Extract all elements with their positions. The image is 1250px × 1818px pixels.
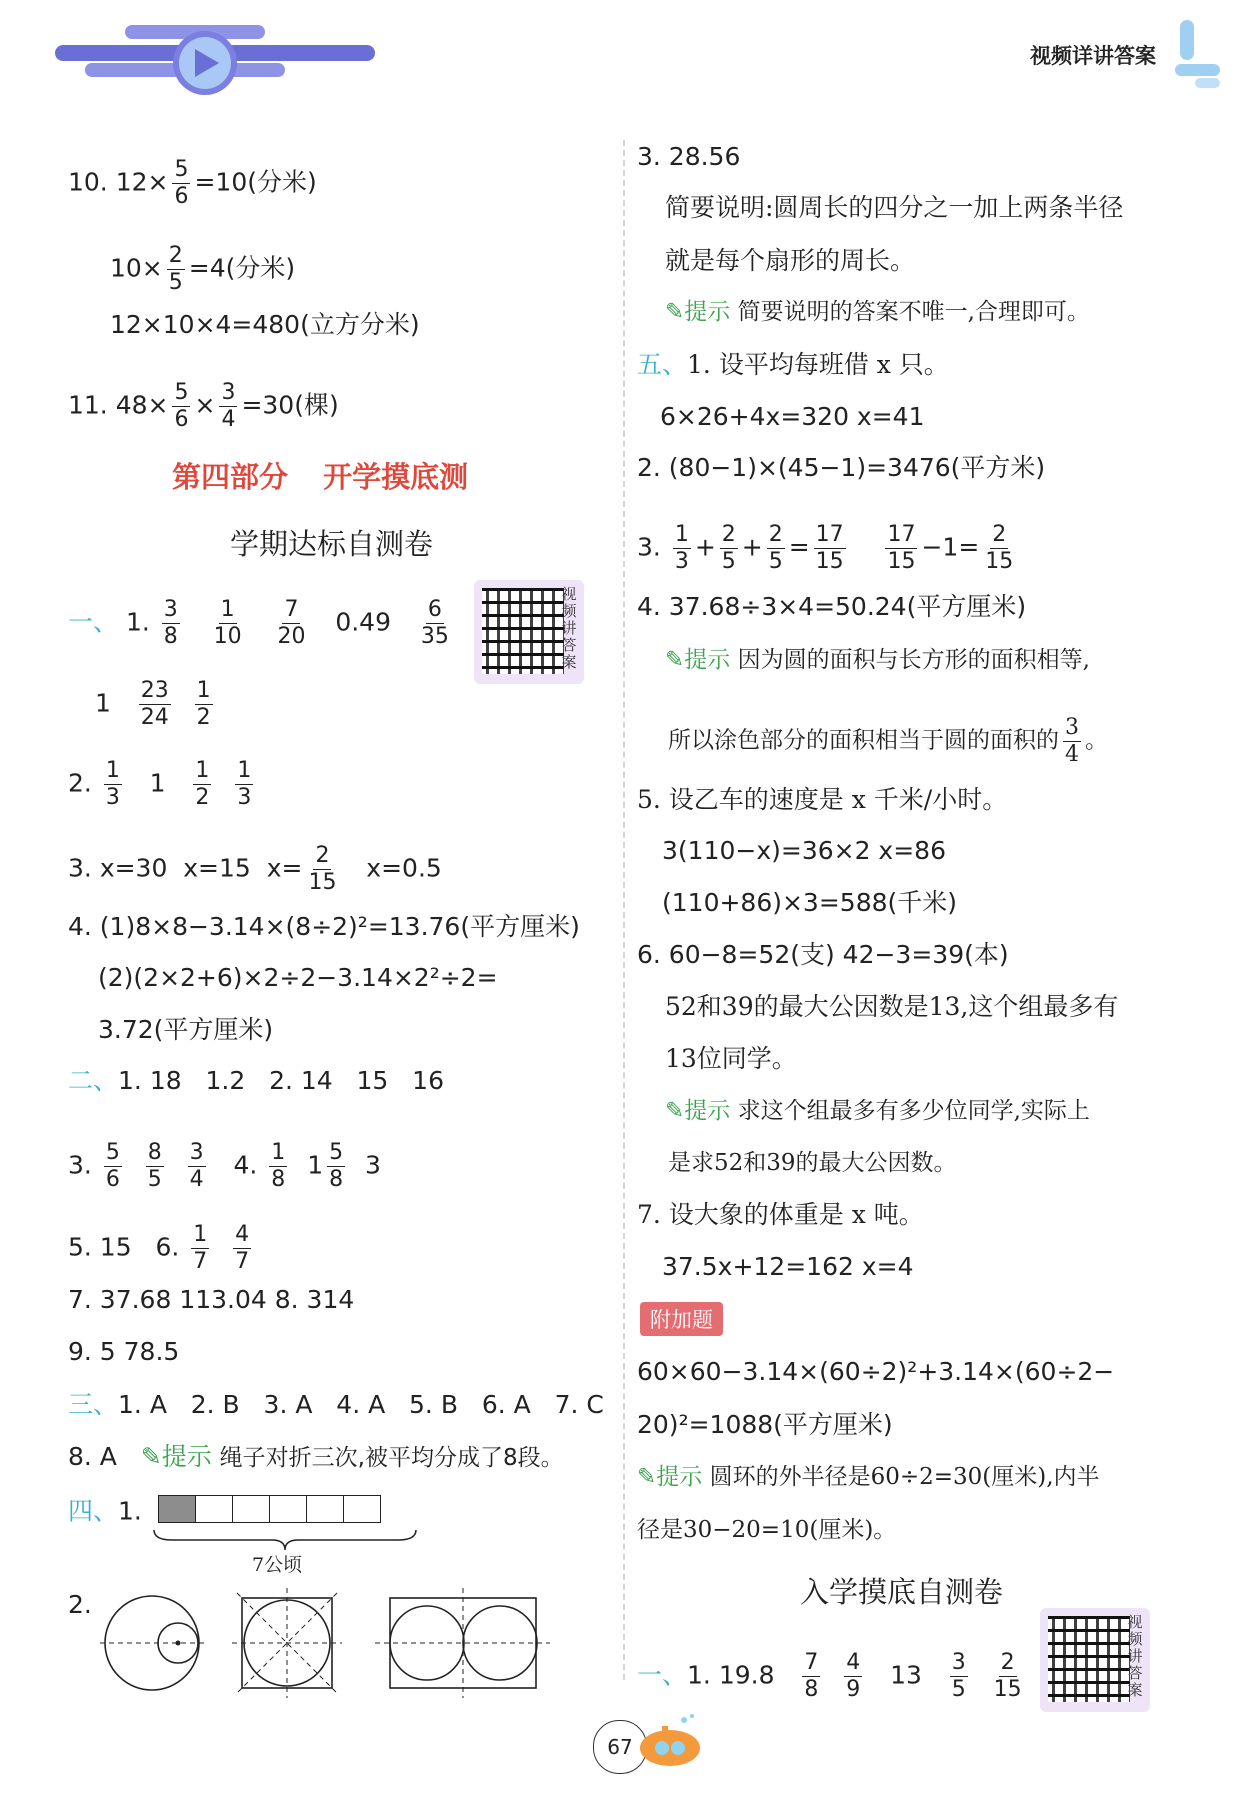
s2-row4: 7. 37.68 113.04 8. 314 xyxy=(68,1285,355,1314)
r-q3-note1: 简要说明:圆周长的四分之一加上两条半径 xyxy=(665,193,1124,222)
s1-q4-line1: 4. (1)8×8−3.14×(8÷2)²=13.76(平方厘米) xyxy=(68,912,580,941)
addon-line1: 60×60−3.14×(60÷2)²+3.14×(60÷2− xyxy=(637,1357,1115,1386)
qr-code-icon xyxy=(482,588,564,674)
page-number: 67 xyxy=(593,1720,647,1774)
s5-q6: 6. 60−8=52(支) 42−3=39(本) xyxy=(637,940,1009,969)
brace-label: 7公顷 xyxy=(252,1554,303,1576)
s1-q2: 2. $\frac{1}{3}$ 1 $\frac{1}{2}$ $\frac{1}{3}$ xyxy=(68,758,252,810)
s2-row5: 9. 5 78.5 xyxy=(68,1337,180,1366)
exam2-title: 入学摸底自测卷 xyxy=(800,1575,1004,1609)
q10-line2: 10× $\frac{2}{5}$ =4(分米) xyxy=(110,243,296,295)
exam1-title: 学期达标自测卷 xyxy=(230,527,434,561)
s5-q5-eq: 3(110−x)=36×2 x=86 xyxy=(662,836,946,865)
s5-q4-hint2: 所以涂色部分的面积相当于圆的面积的 $\frac{3}{4}$ 。 xyxy=(668,715,1108,767)
s3-row1: 三、1. A 2. B 3. A 4. A 5. B 6. A 7. C xyxy=(68,1390,604,1419)
addon-hint2: 径是30−20=10(厘米)。 xyxy=(637,1517,897,1543)
e2-q1: 一、1. 19.8 $\frac{7}{8}$ $\frac{4}{9}$ 13 $\frac{3}{5}$ $\frac{2}{15}$ xyxy=(637,1650,1022,1702)
s1-q4-line2: (2)(2×2+6)×2÷2−3.14×2²÷2= xyxy=(98,963,498,992)
geometry-figures xyxy=(100,1588,550,1698)
s5-q3: 3. $\frac{1}{3}$ + $\frac{2}{5}$ + $\frac{2}{5}$ = $\frac{17}{15}$ $\frac{17}{15}$ −1= $\frac{2}{15}$ xyxy=(637,522,1014,574)
s1-q3: 3. x=30 x=15 x= $\frac{2}{15}$ x=0.5 xyxy=(68,843,442,895)
s1-q1: 一、 1. $\frac{3}{8}$ $\frac{1}{10}$ $\frac{7}{20}$ 0.49 $\frac{6}{35}$ xyxy=(68,597,449,649)
s5-q4-hint: ✎提示 因为圆的面积与长方形的面积相等, xyxy=(665,647,1090,673)
s5-q7: 7. 设大象的体重是 x 吨。 xyxy=(637,1200,924,1229)
part4-heading: 第四部分 开学摸底测 xyxy=(172,460,469,494)
column-divider xyxy=(623,140,625,1680)
hint-icon: ✎ xyxy=(665,647,685,673)
header-title: 视频详讲答案 xyxy=(1030,44,1156,68)
s1-q1-row2: 1 $\frac{23}{24}$ $\frac{1}{2}$ xyxy=(95,678,211,730)
s5-q1: 五、1. 设平均每班借 x 只。 xyxy=(637,350,949,379)
s2-row3: 5. 15 6. $\frac{1}{7}$ $\frac{4}{7}$ xyxy=(68,1222,250,1274)
q11-line: 11. 48× $\frac{5}{6}$ × $\frac{3}{4}$ =30(棵) xyxy=(68,380,339,432)
s5-q6-hint: ✎提示 求这个组最多有多少位同学,实际上 xyxy=(665,1098,1090,1124)
hint-icon: ✎ xyxy=(637,1464,657,1490)
r-q3-note2: 就是每个扇形的周长。 xyxy=(665,246,916,275)
s5-q6-b: 52和39的最大公因数是13,这个组最多有 xyxy=(665,992,1119,1021)
addon-line2: 20)²=1088(平方厘米) xyxy=(637,1410,893,1439)
hint-label: 提示 xyxy=(161,1442,212,1471)
s4-q1: 四、1. xyxy=(68,1495,381,1530)
s2-row1: 二、1. 18 1.2 2. 14 15 16 xyxy=(68,1066,444,1095)
header-decoration xyxy=(45,15,385,95)
s5-q1-eq: 6×26+4x=320 x=41 xyxy=(660,402,925,431)
s5-q6-hint2: 是求52和39的最大公因数。 xyxy=(668,1150,957,1176)
s5-q6-c: 13位同学。 xyxy=(665,1044,797,1073)
strip-diagram xyxy=(158,1495,381,1530)
hint-icon: ✎ xyxy=(665,1098,685,1124)
s5-q4: 4. 37.68÷3×4=50.24(平方厘米) xyxy=(637,592,1027,621)
s5-q5-ans: (110+86)×3=588(千米) xyxy=(662,888,958,917)
hint-icon: ✎ xyxy=(665,299,685,325)
qr-code-icon xyxy=(1048,1616,1130,1702)
addon-hint: ✎提示 圆环的外半径是60÷2=30(厘米),内半 xyxy=(637,1464,1100,1490)
s5-q7-eq: 37.5x+12=162 x=4 xyxy=(662,1252,914,1281)
s2-row2: 3. $\frac{5}{6}$ $\frac{8}{5}$ $\frac{3}{4}$ 4. $\frac{1}{8}$ 1 $\frac{5}{8}$ 3 xyxy=(68,1140,381,1192)
submarine-icon xyxy=(632,1712,710,1770)
r-q3: 3. 28.56 xyxy=(637,142,741,171)
hint-icon: ✎ xyxy=(140,1442,162,1471)
qr-code-1[interactable] xyxy=(474,580,584,684)
play-badge-icon xyxy=(45,15,385,95)
s4-q2: 2. xyxy=(68,1590,92,1619)
q10-line1: 10. 12× $\frac{5}{6}$ =10(分米) xyxy=(68,157,317,209)
qr-label: 视频讲答案 xyxy=(561,585,577,671)
qr-code-2[interactable] xyxy=(1040,1608,1150,1712)
addon-badge: 附加题 xyxy=(640,1302,723,1336)
qr-label: 视频讲答案 xyxy=(1127,1613,1143,1699)
brace-icon xyxy=(152,1528,418,1552)
r-q3-hint: ✎提示 简要说明的答案不唯一,合理即可。 xyxy=(665,299,1090,325)
s5-q5: 5. 设乙车的速度是 x 千米/小时。 xyxy=(637,785,1008,814)
s5-q2: 2. (80−1)×(45−1)=3476(平方米) xyxy=(637,453,1046,482)
s3-row2: 8. A ✎提示 绳子对折三次,被平均分成了8段。 xyxy=(68,1442,564,1471)
header-stripe-icon xyxy=(1175,20,1220,90)
s1-q4-line3: 3.72(平方厘米) xyxy=(98,1015,274,1044)
q10-line3: 12×10×4=480(立方分米) xyxy=(110,310,420,339)
